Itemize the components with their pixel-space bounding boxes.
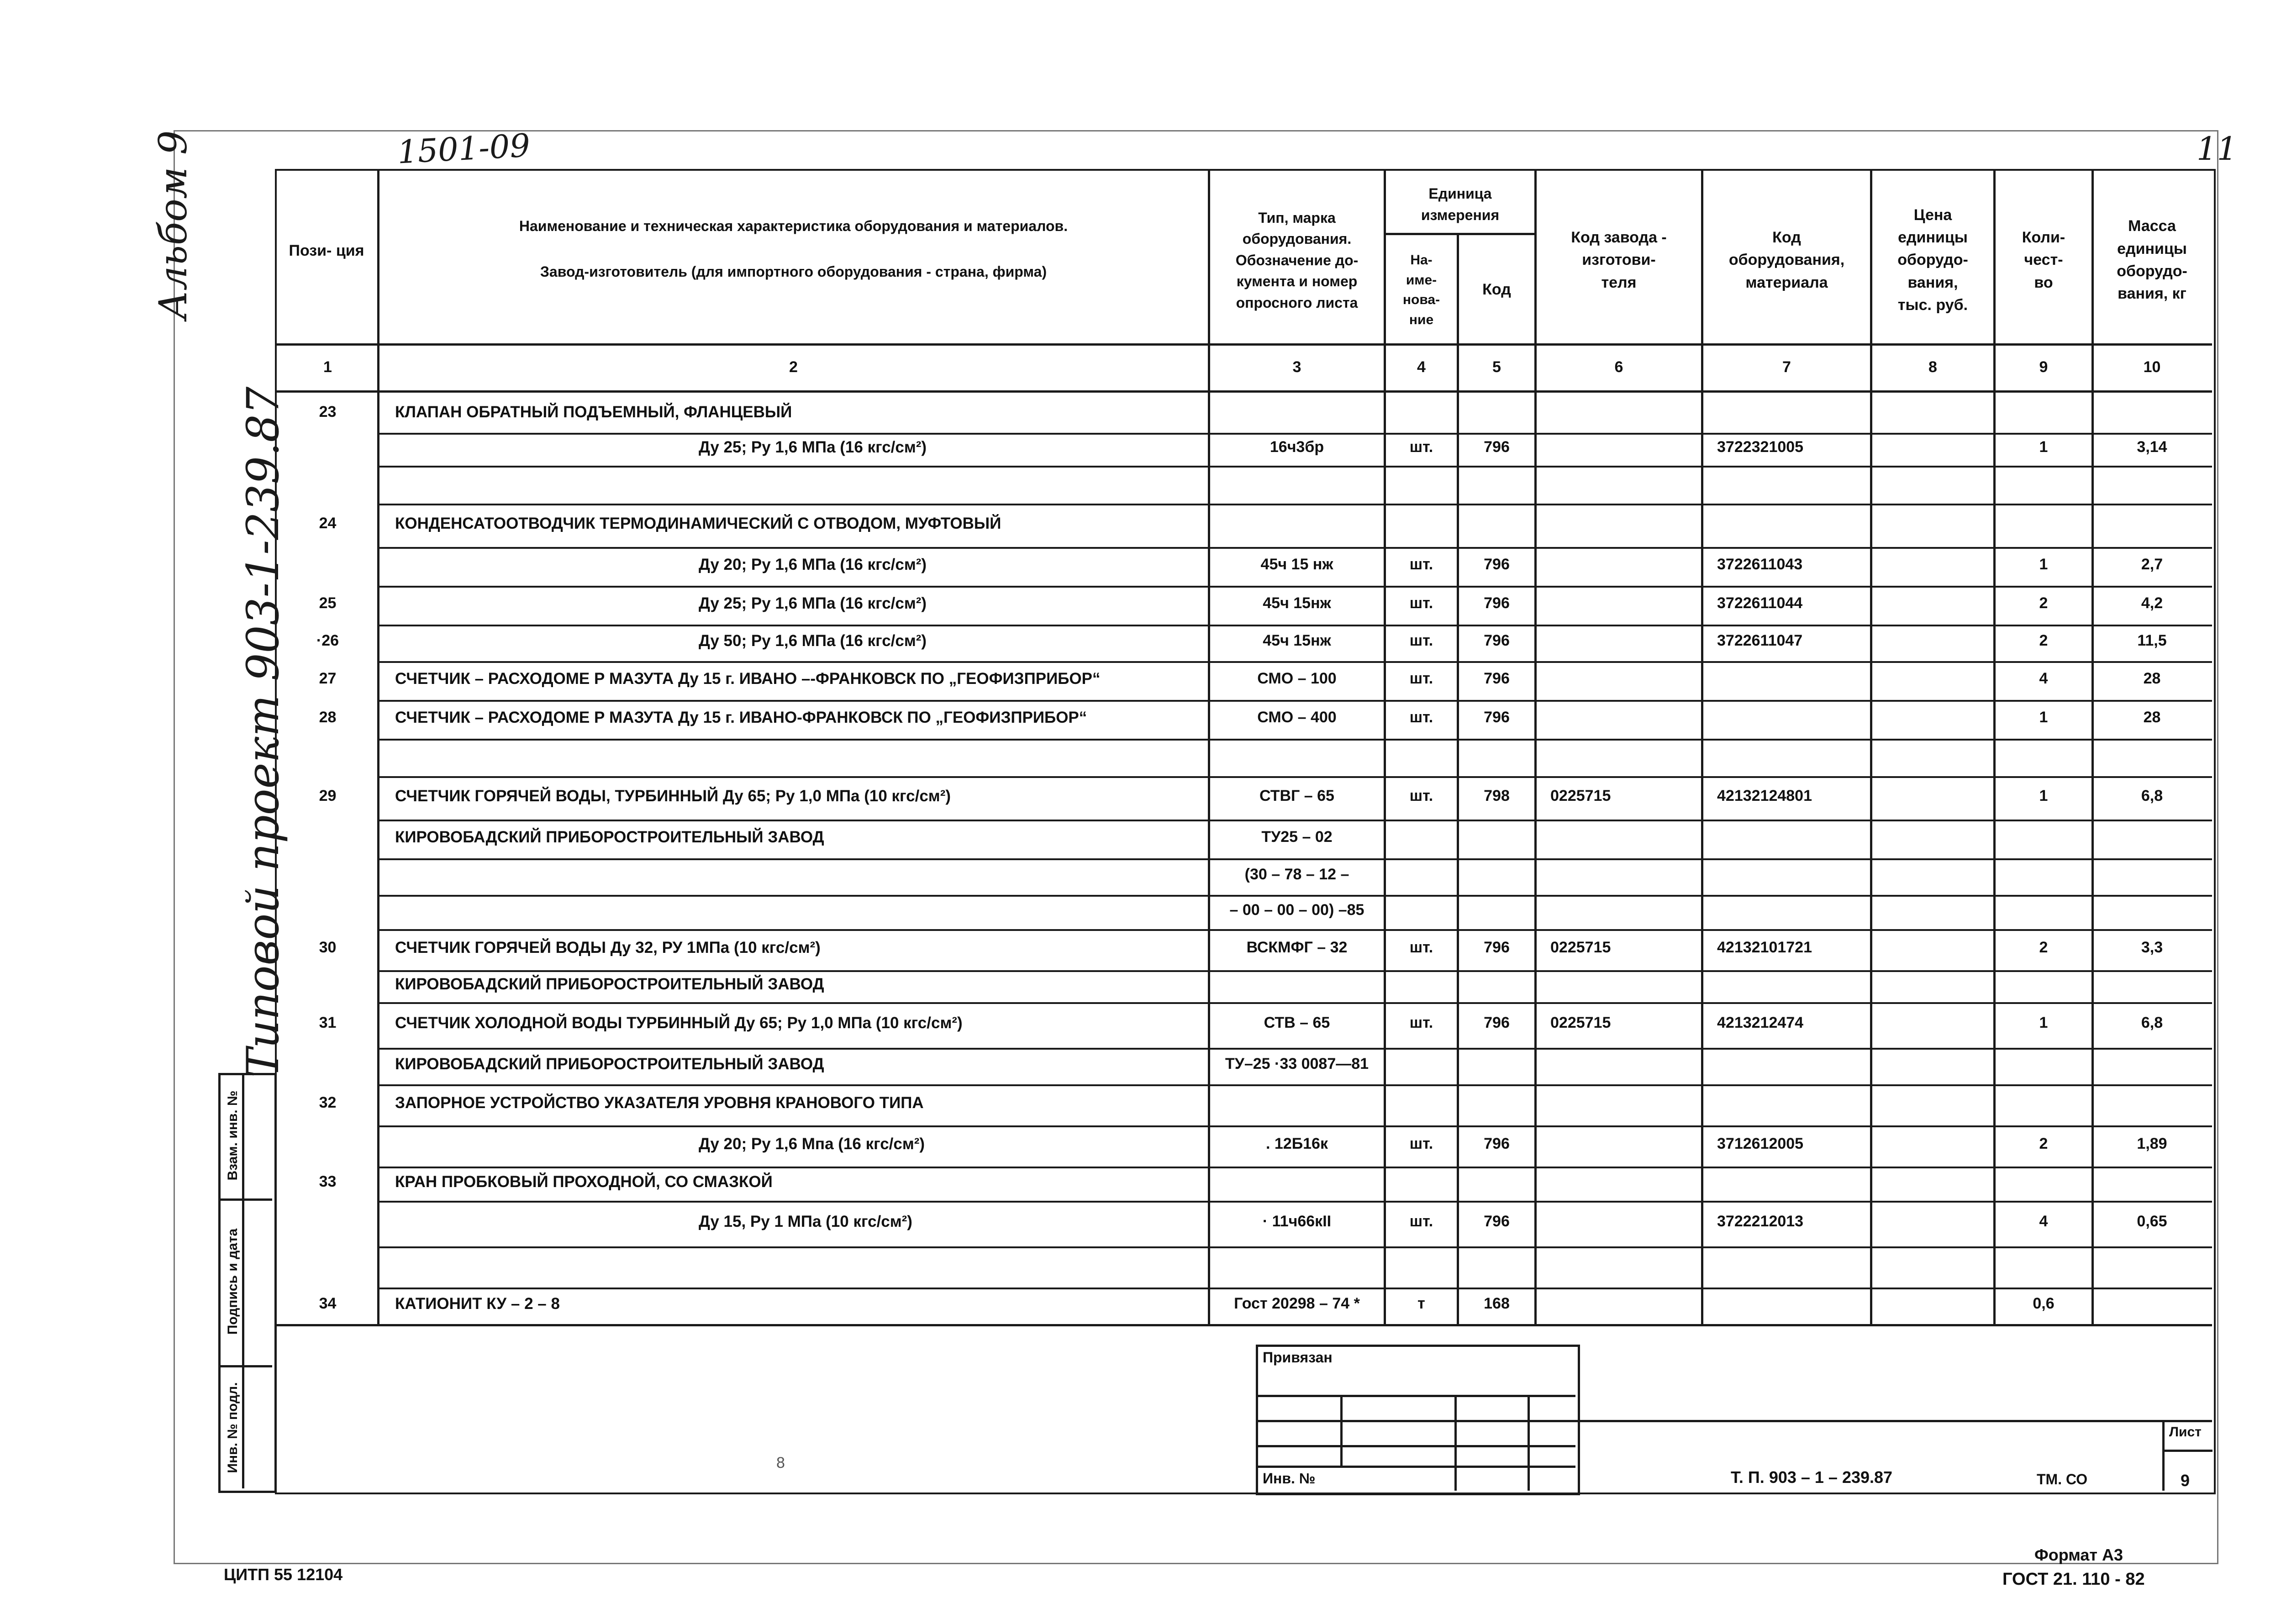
header-mass: Масса единицы оборудо- вания, кг bbox=[2117, 217, 2187, 303]
cell-name: Ду 15, Ру 1 МПа (10 кгс/см²) bbox=[699, 1213, 912, 1230]
cell-code: 168 bbox=[1484, 1295, 1510, 1312]
cell-type: Гост 20298 – 74 * bbox=[1234, 1295, 1360, 1312]
cell-pos: 31 bbox=[319, 1014, 337, 1031]
side-note-album: Альбом 9 bbox=[151, 130, 195, 320]
cell-unit: шт. bbox=[1409, 939, 1433, 956]
cell-name: КАТИОНИТ КУ – 2 – 8 bbox=[395, 1295, 560, 1313]
header-unit-group: Единица измерения bbox=[1421, 185, 1500, 223]
row-divider bbox=[377, 661, 2212, 663]
row-divider bbox=[377, 929, 2212, 931]
cell-unit: шт. bbox=[1409, 594, 1433, 612]
row-divider bbox=[377, 776, 2212, 778]
cell-eq: 3722611044 bbox=[1717, 594, 1803, 612]
header-unit-name: На- име- нова- ние bbox=[1402, 252, 1440, 327]
cell-code: 796 bbox=[1484, 708, 1510, 726]
cell-pos: 29 bbox=[319, 787, 337, 804]
stamp-list-number: 9 bbox=[2181, 1471, 2190, 1490]
header-price: Цена единицы оборудо- вания, тыс. руб. bbox=[1897, 206, 1968, 314]
cell-qty: 1 bbox=[2039, 787, 2048, 804]
cell-unit: шт. bbox=[1409, 1135, 1433, 1152]
cell-name: КОНДЕНСАТООТВОДЧИК ТЕРМОДИНАМИЧЕСКИЙ С ОТВОДОМ, МУФТОВЫЙ bbox=[395, 514, 1001, 532]
cell-mass: 2,7 bbox=[2141, 555, 2163, 573]
cell-pos: 25 bbox=[319, 594, 337, 612]
cell-mfr: 0225715 bbox=[1550, 787, 1611, 804]
row-divider bbox=[377, 625, 2212, 626]
col-number-6: 6 bbox=[1614, 358, 1623, 376]
cell-mass: 1,89 bbox=[2137, 1135, 2167, 1152]
cell-name: КИРОВОБАДСКИЙ ПРИБОРОСТРОИТЕЛЬНЫЙ ЗАВОД bbox=[395, 1055, 824, 1073]
col-number-8: 8 bbox=[1928, 358, 1937, 376]
stamp-inv-no: Инв. № bbox=[1263, 1470, 1316, 1487]
stamp-privyazan: Привязан bbox=[1263, 1349, 1333, 1366]
cell-name: СЧЕТЧИК ХОЛОДНОЙ ВОДЫ ТУРБИННЫЙ Ду 65; Ру 1,0 МПа (10 кгс/см²) bbox=[395, 1014, 963, 1032]
cell-code: 796 bbox=[1484, 1135, 1510, 1152]
footer-citp: ЦИТП 55 12104 bbox=[224, 1565, 343, 1584]
col-number-1: 1 bbox=[323, 358, 332, 376]
header-unit-code: Код bbox=[1482, 281, 1511, 299]
row-divider bbox=[377, 1125, 2212, 1127]
sheet-corner-number: 11 bbox=[2197, 130, 2238, 168]
row-divider bbox=[377, 1288, 2212, 1289]
cell-pos: 24 bbox=[319, 514, 337, 532]
row-divider bbox=[377, 739, 2212, 741]
cell-mfr: 0225715 bbox=[1550, 1014, 1611, 1031]
cell-qty: 1 bbox=[2039, 708, 2048, 726]
cell-name: Ду 20; Ру 1,6 МПа (16 кгс/см²) bbox=[699, 555, 927, 573]
footer-mark: 8 bbox=[776, 1454, 785, 1472]
row-divider bbox=[377, 858, 2212, 860]
row-divider bbox=[377, 504, 2212, 505]
row-divider bbox=[377, 1167, 2212, 1168]
cell-type: ВСКМФГ – 32 bbox=[1246, 939, 1348, 956]
cell-name: Ду 20; Ру 1,6 Мпа (16 кгс/см²) bbox=[699, 1135, 925, 1153]
cell-unit: шт. bbox=[1409, 632, 1433, 649]
header-name-line2: Завод-изготовитель (для импортного оборудования - страна, фирма) bbox=[540, 263, 1047, 280]
cell-type: ТУ–25 ·33 0087—81 bbox=[1225, 1055, 1369, 1072]
side-note-project: Типовой проект 903-1-239.87 bbox=[237, 386, 289, 1077]
cell-name: СЧЕТЧИК ГОРЯЧЕЙ ВОДЫ Ду 32, РУ 1МПа (10 кгс/см²) bbox=[395, 939, 821, 957]
row-divider bbox=[377, 433, 2212, 435]
cell-mass: 6,8 bbox=[2141, 787, 2163, 804]
footer-format: Формат А3 bbox=[2034, 1545, 2123, 1564]
stub-sign-date: Подпись и дата bbox=[225, 1228, 240, 1335]
header-name-line1: Наименование и техническая характеристика оборудования и материалов. bbox=[519, 217, 1068, 234]
cell-mass: 6,8 bbox=[2141, 1014, 2163, 1031]
cell-type: 45ч 15нж bbox=[1263, 594, 1331, 612]
cell-mass: 3,3 bbox=[2141, 939, 2163, 956]
cell-type: СМО – 100 bbox=[1257, 669, 1337, 687]
cell-code: 796 bbox=[1484, 555, 1510, 573]
cell-name: Ду 50; Ру 1,6 МПа (16 кгс/см²) bbox=[699, 632, 927, 650]
header-quantity: Коли- чест- во bbox=[2022, 229, 2065, 291]
row-divider bbox=[377, 1246, 2212, 1248]
cell-mass: 11,5 bbox=[2137, 632, 2167, 649]
cell-type: СТВ – 65 bbox=[1264, 1014, 1330, 1031]
cell-type: . 12Б16к bbox=[1266, 1135, 1328, 1152]
cell-name: СЧЕТЧИК ГОРЯЧЕЙ ВОДЫ, ТУРБИННЫЙ Ду 65; Ру 1,0 МПа (10 кгс/см²) bbox=[395, 787, 951, 805]
cell-unit: шт. bbox=[1409, 787, 1433, 804]
cell-eq: 3722321005 bbox=[1717, 438, 1804, 456]
stub-inv-orig: Инв. № подл. bbox=[225, 1382, 240, 1473]
header-type: Тип, марка оборудования. Обозначение до- кумента и номер опросного листа bbox=[1235, 210, 1359, 311]
cell-mass: 3,14 bbox=[2137, 438, 2167, 456]
cell-qty: 1 bbox=[2039, 555, 2048, 573]
footer-gost: ГОСТ 21. 110 - 82 bbox=[2002, 1570, 2145, 1589]
header-position: Пози- ция bbox=[289, 242, 364, 260]
col-number-5: 5 bbox=[1492, 358, 1501, 376]
stamp-list-label: Лист bbox=[2169, 1424, 2202, 1440]
cell-code: 796 bbox=[1484, 594, 1510, 612]
cell-eq: 4213212474 bbox=[1717, 1014, 1804, 1031]
cell-code: 796 bbox=[1484, 632, 1510, 649]
cell-qty: 0,6 bbox=[2033, 1295, 2054, 1312]
col-number-3: 3 bbox=[1292, 358, 1301, 376]
cell-unit: шт. bbox=[1409, 1014, 1433, 1031]
cell-pos: 34 bbox=[319, 1295, 337, 1312]
cell-code: 798 bbox=[1484, 787, 1510, 804]
cell-code: 796 bbox=[1484, 939, 1510, 956]
cell-eq: 3712612005 bbox=[1717, 1135, 1804, 1152]
cell-unit: шт. bbox=[1409, 708, 1433, 726]
cell-mfr: 0225715 bbox=[1550, 939, 1611, 956]
cell-qty: 2 bbox=[2039, 1135, 2048, 1152]
cell-eq: 3722611043 bbox=[1717, 555, 1803, 573]
cell-name: ЗАПОРНОЕ УСТРОЙСТВО УКАЗАТЕЛЯ УРОВНЯ КРАНОВОГО ТИПА bbox=[395, 1094, 924, 1112]
cell-type: 45ч 15 нж bbox=[1260, 555, 1333, 573]
cell-name: СЧЕТЧИК – РАСХОДОМЕ Р МАЗУТА Ду 15 г. ИВАНО-ФРАНКОВСК ПО „ГЕОФИЗПРИБОР“ bbox=[395, 708, 1087, 726]
cell-type: 16ч3бр bbox=[1270, 438, 1324, 456]
cell-code: 796 bbox=[1484, 1014, 1510, 1031]
cell-qty: 4 bbox=[2039, 669, 2048, 687]
cell-unit: шт. bbox=[1409, 669, 1433, 687]
cell-mass: 4,2 bbox=[2141, 594, 2163, 612]
col-number-9: 9 bbox=[2039, 358, 2048, 376]
col-number-2: 2 bbox=[789, 358, 798, 376]
cell-name: Ду 25; Ру 1,6 МПа (16 кгс/см²) bbox=[699, 438, 927, 456]
cell-type: ТУ25 – 02 bbox=[1261, 828, 1333, 846]
cell-qty: 2 bbox=[2039, 939, 2048, 956]
cell-mass: 28 bbox=[2143, 669, 2161, 687]
row-divider bbox=[377, 1201, 2212, 1203]
header-manufacturer-code: Код завода - изготови- теля bbox=[1571, 229, 1667, 291]
cell-name: СЧЕТЧИК – РАСХОДОМЕ Р МАЗУТА Ду 15 г. ИВАНО –-ФРАНКОВСК ПО „ГЕОФИЗПРИБОР“ bbox=[395, 669, 1101, 688]
cell-qty: 2 bbox=[2039, 632, 2048, 649]
cell-pos: 32 bbox=[319, 1094, 337, 1111]
cell-eq: 42132124801 bbox=[1717, 787, 1812, 804]
stamp-tm: ТМ. СО bbox=[2037, 1471, 2088, 1487]
cell-code: 796 bbox=[1484, 438, 1510, 456]
cell-eq: 3722212013 bbox=[1717, 1213, 1804, 1230]
cell-pos: 27 bbox=[319, 669, 337, 687]
cell-qty: 1 bbox=[2039, 1014, 2048, 1031]
cell-qty: 4 bbox=[2039, 1213, 2048, 1230]
cell-mass: 28 bbox=[2143, 708, 2161, 726]
row-divider bbox=[377, 1084, 2212, 1086]
cell-pos: 33 bbox=[319, 1172, 337, 1190]
row-divider bbox=[377, 586, 2212, 588]
cell-unit: т bbox=[1417, 1295, 1425, 1312]
row-divider bbox=[377, 1048, 2212, 1050]
cell-type: СТВГ – 65 bbox=[1259, 787, 1334, 804]
cell-name: КИРОВОБАДСКИЙ ПРИБОРОСТРОИТЕЛЬНЫЙ ЗАВОД bbox=[395, 828, 824, 846]
row-divider bbox=[377, 547, 2212, 549]
row-divider bbox=[377, 466, 2212, 468]
header-equipment-code: Код оборудования, материала bbox=[1728, 229, 1845, 291]
cell-type: 45ч 15нж bbox=[1263, 632, 1331, 649]
cell-name: КЛАПАН ОБРАТНЫЙ ПОДЪЕМНЫЙ, ФЛАНЦЕВЫЙ bbox=[395, 403, 792, 421]
cell-mass: 0,65 bbox=[2137, 1213, 2167, 1230]
cell-type: · 11ч66кII bbox=[1262, 1213, 1332, 1230]
cell-unit: шт. bbox=[1409, 1213, 1433, 1230]
row-divider bbox=[377, 820, 2212, 821]
cell-type: (30 – 78 – 12 – bbox=[1244, 866, 1349, 883]
cell-pos: ·26 bbox=[316, 632, 339, 649]
cell-code: 796 bbox=[1484, 1213, 1510, 1230]
cell-unit: шт. bbox=[1409, 555, 1433, 573]
cell-eq: 42132101721 bbox=[1717, 939, 1812, 956]
row-divider bbox=[377, 895, 2212, 897]
cell-name: Ду 25; Ру 1,6 МПа (16 кгс/см²) bbox=[699, 594, 927, 612]
cell-pos: 28 bbox=[319, 708, 337, 726]
stub-vzam-inv: Взам. инв. № bbox=[225, 1090, 240, 1181]
row-divider bbox=[377, 970, 2212, 972]
col-number-10: 10 bbox=[2143, 358, 2161, 376]
cell-eq: 3722611047 bbox=[1717, 632, 1803, 649]
cell-pos: 30 bbox=[319, 939, 337, 956]
cell-name: КРАН ПРОБКОВЫЙ ПРОХОДНОЙ, СО СМАЗКОЙ bbox=[395, 1172, 773, 1191]
stamp-doc-code: Т. П. 903 – 1 – 239.87 bbox=[1731, 1468, 1893, 1487]
doc-number-handwritten: 1501-09 bbox=[396, 126, 531, 171]
col-number-7: 7 bbox=[1782, 358, 1791, 376]
cell-qty: 1 bbox=[2039, 438, 2048, 456]
cell-qty: 2 bbox=[2039, 594, 2048, 612]
cell-name: КИРОВОБАДСКИЙ ПРИБОРОСТРОИТЕЛЬНЫЙ ЗАВОД bbox=[395, 975, 824, 993]
cell-type: СМО – 400 bbox=[1257, 708, 1337, 726]
row-divider bbox=[377, 1002, 2212, 1004]
cell-unit: шт. bbox=[1409, 438, 1433, 456]
cell-pos: 23 bbox=[319, 403, 337, 420]
col-number-4: 4 bbox=[1417, 358, 1426, 376]
row-divider bbox=[377, 700, 2212, 702]
cell-code: 796 bbox=[1484, 669, 1510, 687]
cell-type: – 00 – 00 – 00) –85 bbox=[1229, 901, 1364, 919]
